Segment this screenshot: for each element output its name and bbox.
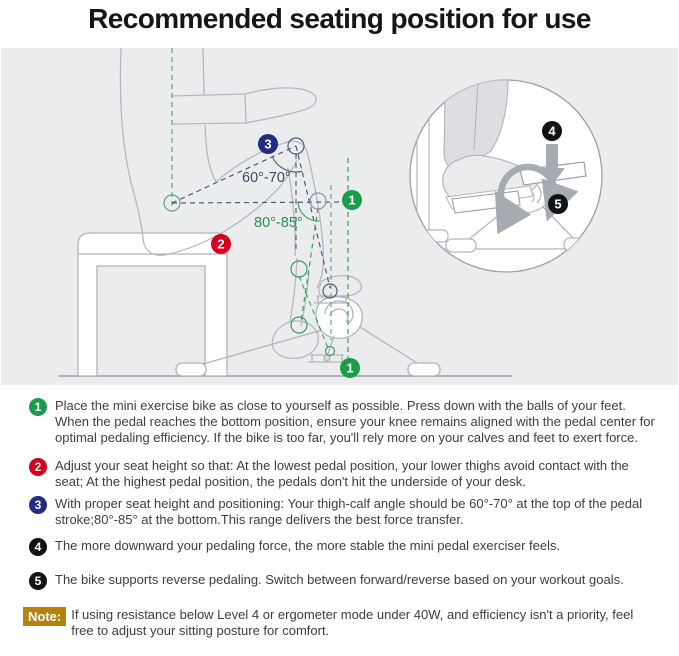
angle-label-bottom: 80°-85° <box>254 215 303 231</box>
instruction-text-3: With proper seat height and positioning: Your thigh-calf angle should be 60°-70° at the top of the pedal stroke;80°-85° at the bottom.This range delivers the best force transfer. <box>55 496 643 527</box>
instruction-text-1: Place the mini exercise bike as close to yourself as possible. Press down with the balls of your feet. When the pedal reaches the bottom position, ensure your knee remains aligned with the pedal center for optimal pedaling efficiency. If the bike is too far, you'll rely more on your calves and feet to exert force. <box>55 398 655 445</box>
marker-1-knee <box>342 190 362 210</box>
instruction-text-4: The more downward your pedaling force, the more stable the mini pedal exerciser feels. <box>55 538 561 553</box>
instruction-item-1 <box>0 398 679 446</box>
svg-text:5: 5 <box>554 196 562 212</box>
step-badge-4: 4 <box>29 538 47 556</box>
marker-2-seat <box>211 234 231 254</box>
instruction-text-5: The bike supports reverse pedaling. Switch between forward/reverse based on your workout goals. <box>55 572 624 587</box>
seating-diagram <box>1 48 678 385</box>
svg-text:3: 3 <box>264 136 272 152</box>
angle-label-top: 60°-70° <box>242 170 291 186</box>
marker-1-floor <box>340 358 360 378</box>
note-text: If using resistance below Level 4 or ergometer mode under 40W, and efficiency isn't a priority, feel free to adjust your sitting posture for comfort. <box>71 607 634 638</box>
pedal-inset <box>410 80 602 272</box>
instruction-item-4 <box>0 538 679 556</box>
svg-text:2: 2 <box>217 236 225 252</box>
svg-text:1: 1 <box>348 192 356 208</box>
page-title: Recommended seating position for use <box>88 3 591 34</box>
step-badge-3: 3 <box>29 496 47 514</box>
step-badge-5: 5 <box>29 572 47 590</box>
instruction-item-2 <box>0 458 679 490</box>
instruction-item-5 <box>0 572 679 590</box>
instruction-item-3 <box>0 496 679 528</box>
marker-4-pedal <box>542 121 562 141</box>
marker-5-reverse <box>548 194 568 214</box>
marker-3 <box>258 134 278 154</box>
note-label: Note: <box>23 607 66 626</box>
instruction-text-2: Adjust your seat height so that: At the lowest pedal position, your lower thighs avoid contact with the seat; At the highest pedal position, the pedals don't hit the underside of your desk. <box>55 458 629 489</box>
step-badge-2: 2 <box>29 458 47 476</box>
step-badge-1: 1 <box>29 398 47 416</box>
svg-text:4: 4 <box>548 123 556 139</box>
svg-text:1: 1 <box>346 360 354 376</box>
instruction-list <box>0 398 679 639</box>
note-row <box>0 607 679 639</box>
